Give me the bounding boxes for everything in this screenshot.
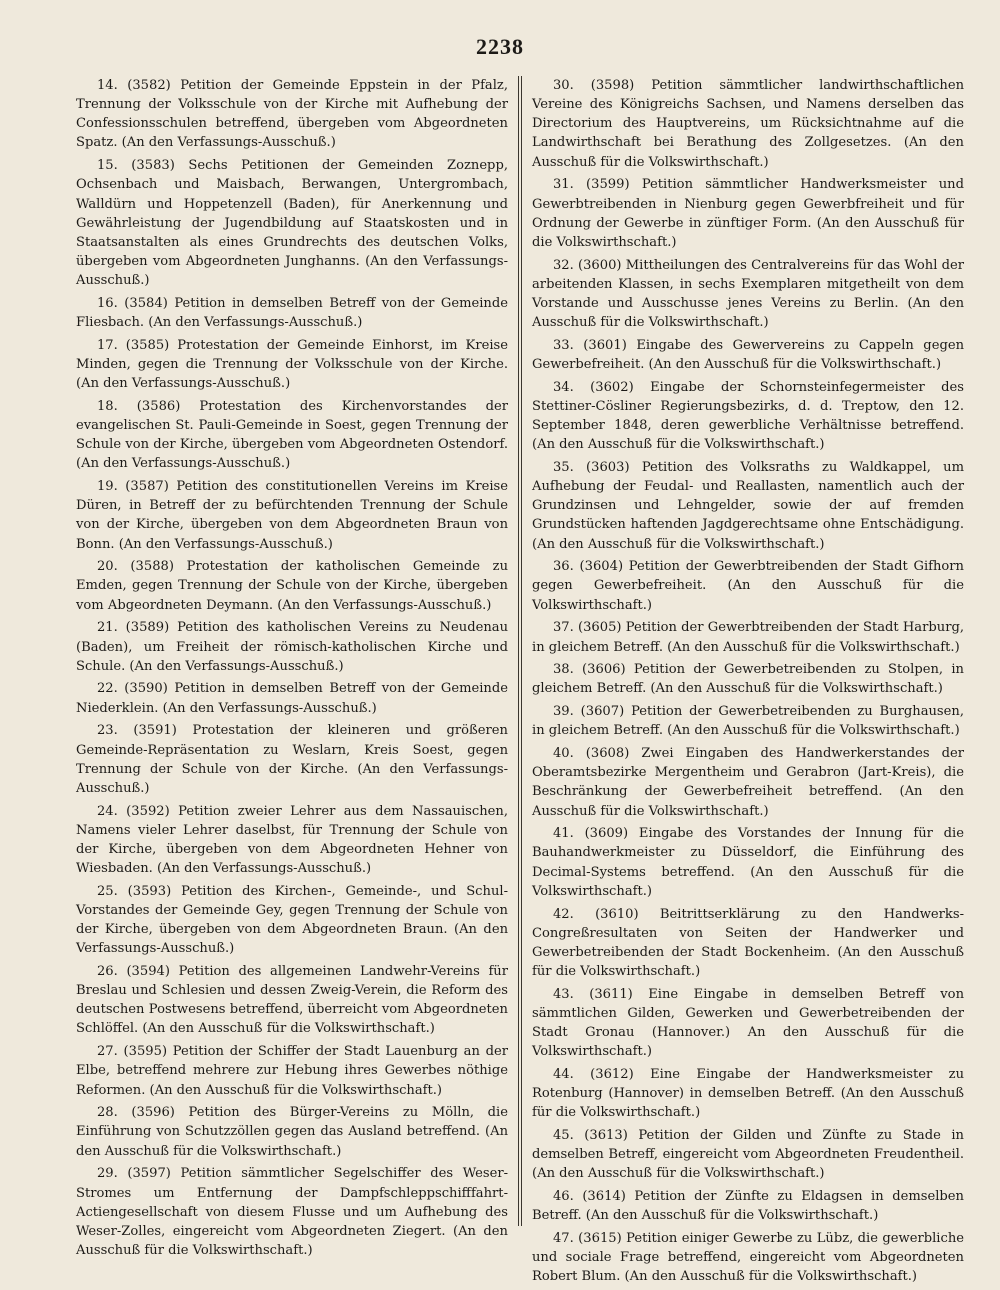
entry-text: Petition der Gilden und Zünfte zu Stade in demselben Betreff, eingereicht vom Abgeordneten Freudentheil. (An den Ausschuß für die Volkswirthschaft.) bbox=[532, 1128, 964, 1182]
entry-number: 14. (3582) bbox=[96, 78, 171, 93]
entry-number: 36. (3604) bbox=[552, 559, 624, 575]
petition-entry bbox=[532, 985, 964, 1062]
entry-number: 15. (3583) bbox=[96, 158, 175, 174]
entry-number: 23. (3591) bbox=[96, 723, 177, 739]
page-number: 2238 bbox=[476, 34, 524, 59]
entry-number: 26. (3594) bbox=[96, 964, 170, 979]
entry-number: 37. (3605) bbox=[552, 620, 622, 636]
entry-number: 28. (3596) bbox=[96, 1105, 175, 1121]
entry-number: 22. (3590) bbox=[96, 681, 168, 697]
petition-entry bbox=[532, 660, 964, 698]
petition-entry bbox=[76, 679, 508, 717]
right-column bbox=[532, 76, 964, 1290]
petition-entry bbox=[76, 1042, 508, 1099]
entry-text: Petition der Gewerbetreibenden zu Stolpen, in gleichem Betreff. (An den Ausschuß für die Volkswirthschaft.) bbox=[532, 662, 964, 697]
entry-text: Protestation der katholischen Gemeinde zu Emden, gegen Trennung der Schule von der Kirche, übergeben vom Abgeordneten Deymann. (An den Verfassungs-Ausschuß.) bbox=[76, 559, 509, 613]
entry-number: 30. (3598) bbox=[552, 78, 635, 93]
petition-entry bbox=[76, 1164, 508, 1260]
entry-text: Eingabe des Gewervereins zu Cappeln gegen Gewerbefreiheit. (An den Ausschuß für die Volkswirthschaft.) bbox=[532, 337, 965, 372]
entry-text: Petition der Zünfte zu Eldagsen in demselben Betreff. (An den Ausschuß für die Volkswirthschaft.) bbox=[532, 1189, 964, 1224]
petition-entry bbox=[76, 557, 508, 614]
entry-text: Eine Eingabe in demselben Betreff von sämmtlichen Gilden, Gewerken und Gewerbetreibenden der Stadt Gronau (Hannover.) An den Ausschuß für die Volkswirthschaft.) bbox=[532, 986, 965, 1060]
entry-number: 42. (3610) bbox=[552, 906, 639, 922]
entry-number: 27. (3595) bbox=[96, 1044, 168, 1060]
entry-number: 40. (3608) bbox=[552, 746, 630, 762]
entry-number: 33. (3601) bbox=[552, 337, 627, 353]
entry-number: 47. (3615) bbox=[552, 1231, 622, 1246]
petition-entry bbox=[76, 802, 508, 879]
entry-number: 16. (3584) bbox=[96, 295, 168, 311]
entry-text: Petition des Bürger-Vereins zu Mölln, die Einführung von Schutzzöllen gegen das Ausland betreffend. (An den Ausschuß für die Volkswirthschaft.) bbox=[76, 1105, 508, 1159]
entry-text: Petition des Kirchen-, Gemeinde-, und Schul-Vorstandes der Gemeinde Gey, gegen Trennung der Schule von der Kirche, übergeben von dem Abgeordneten Braun. (An den Verfassungs-Ausschuß.) bbox=[76, 883, 508, 957]
petition-entry bbox=[532, 824, 964, 901]
entry-text: Zwei Eingaben des Handwerkerstandes der Oberamtsbezirke Mergentheim und Gerabron (Jart-Kreis), die Beschränkung der Gewerbefreiheit betreffend. (An den Ausschuß für die Volkswirthschaft.) bbox=[532, 746, 964, 819]
petition-entry bbox=[532, 76, 964, 172]
entry-text: Petition der Gewerbtreibenden der Stadt Gifhorn gegen Gewerbefreiheit. (An den Ausschuß für die Volkswirthschaft.) bbox=[532, 559, 964, 613]
entry-number: 25. (3593) bbox=[96, 883, 172, 899]
entry-text: Petition des allgemeinen Landwehr-Vereins für Breslau und Schlesien und dessen Zweig-Verein, die Reform des deutschen Postwesens betreffend, überreicht vom Abgeordneten Schlöffel. (An den Ausschuß für die Volkswirthschaft.) bbox=[76, 964, 508, 1037]
petition-entry bbox=[532, 256, 964, 333]
petition-entry bbox=[76, 962, 508, 1039]
petition-entry bbox=[76, 76, 508, 153]
entry-number: 24. (3592) bbox=[96, 803, 170, 819]
entry-text: Petition des katholischen Vereins zu Neudenau (Baden), um Freiheit der römisch-katholischen Kirche und Schule. (An den Verfassungs-Ausschuß.) bbox=[76, 620, 508, 674]
petition-entry bbox=[532, 702, 964, 740]
petition-entry bbox=[76, 1103, 508, 1160]
entry-text: Petition der Gewerbetreibenden zu Burghausen, in gleichem Betreff. (An den Ausschuß für die Volkswirthschaft.) bbox=[532, 704, 964, 739]
entry-text: Eine Eingabe der Handwerksmeister zu Rotenburg (Hannover) in demselben Betreff. (An den Ausschuß für die Volkswirthschaft.) bbox=[532, 1066, 965, 1121]
entry-text: Petition des Volksraths zu Waldkappel, um Aufhebung der Feudal- und Reallasten, namentlich auch der Grundzinsen und Lehngelder, sowie der auf fremden Grundstücken haftenden Jagdgerechtsame ohne Entschädigung. (An den Ausschuß für die Volkswirthschaft.) bbox=[532, 459, 964, 552]
petition-entry bbox=[76, 721, 508, 798]
petition-entry bbox=[532, 458, 964, 554]
entry-text: Petition zweier Lehrer aus dem Nassauischen, Namens vieler Lehrer daselbst, für Trennung der Schule von der Kirche, übergeben von dem Abgeordneten Hehner von Wiesbaden. (An den Verfassungs-Ausschuß.) bbox=[76, 803, 509, 877]
petition-entry bbox=[532, 744, 964, 821]
entry-text: Petition in demselben Betreff von der Gemeinde Fliesbach. (An den Verfassungs-Ausschuß.) bbox=[76, 295, 508, 331]
petition-entry bbox=[76, 618, 508, 675]
entry-number: 41. (3609) bbox=[552, 826, 629, 842]
petition-entry bbox=[76, 156, 508, 290]
entry-number: 18. (3586) bbox=[96, 398, 181, 414]
entry-text: Sechs Petitionen der Gemeinden Zoznepp, Ochsenbach und Maisbach, Berwangen, Untergrombach, Walldürn und Hoppetenzell (Baden), für Anerkennung und Gewährleistung der Jugendbildung auf Staatskosten und in Staatsanstalten als eines Grundrechts des deutschen Volks, übergeben vom Abgeordneten Junghanns. (An den Verfassungs-Ausschuß.) bbox=[76, 158, 508, 289]
left-column bbox=[76, 76, 508, 1264]
petition-entry bbox=[76, 336, 508, 393]
entry-number: 39. (3607) bbox=[552, 704, 625, 720]
entry-number: 44. (3612) bbox=[552, 1066, 634, 1082]
entry-number: 43. (3611) bbox=[552, 986, 633, 1002]
petition-entry bbox=[76, 882, 508, 959]
entry-number: 21. (3589) bbox=[96, 620, 170, 636]
entry-number: 38. (3606) bbox=[552, 662, 626, 678]
column-divider bbox=[518, 76, 522, 1226]
entry-text: Protestation der Gemeinde Einhorst, im Kreise Minden, gegen die Trennung der Volksschule von der Kirche. (An den Verfassungs-Ausschuß.) bbox=[76, 337, 509, 392]
entry-text: Protestation der kleineren und größeren Gemeinde-Repräsentation zu Weslarn, Kreis Soest, gegen Trennung der Schule von der Kirche. (An den Verfassungs-Ausschuß.) bbox=[76, 723, 508, 796]
entry-text: Petition der Gemeinde Eppstein in der Pfalz, Trennung der Volksschule von der Kirche mit Aufhebung der Confessionsschulen betreffend, übergeben vom Abgeordneten Spatz. (An den Verfassungs-Ausschuß.) bbox=[76, 78, 508, 151]
entry-text: Mittheilungen des Centralvereins für das Wohl der arbeitenden Klassen, in sechs Exemplaren mitgetheilt von dem Vorstande und Ausschusse jenes Vereins zu Berlin. (An den Ausschuß für die Volkswirthschaft.) bbox=[532, 257, 964, 331]
petition-entry bbox=[532, 1065, 964, 1122]
entry-number: 46. (3614) bbox=[552, 1189, 626, 1205]
petition-entry bbox=[532, 1126, 964, 1183]
entry-text: Eingabe des Vorstandes der Innung für die Bauhandwerkmeister zu Düsseldorf, die Einführung des Decimal-Systems betreffend. (An den Ausschuß für die Volkswirthschaft.) bbox=[532, 826, 964, 899]
entry-number: 32. (3600) bbox=[552, 257, 622, 273]
entry-number: 19. (3587) bbox=[96, 479, 169, 495]
entry-text: Beitrittserklärung zu den Handwerks-Congreßresultaten von Seiten der Handwerker und Gewerbetreibenden der Stadt Bockenheim. (An den Ausschuß für die Volkswirthschaft.) bbox=[532, 906, 964, 979]
entry-text: Protestation des Kirchenvorstandes der evangelischen St. Pauli-Gemeinde in Soest, gegen Trennung der Schule von der Kirche, übergeben vom Abgeordneten Ostendorf. (An den Verfassungs-Ausschuß.) bbox=[76, 398, 508, 472]
petition-entry bbox=[532, 557, 964, 614]
entry-text: Petition in demselben Betreff von der Gemeinde Niederklein. (An den Verfassungs-Ausschuß.) bbox=[76, 681, 508, 716]
entry-text: Petition sämmtlicher Segelschiffer des Weser-Stromes um Entfernung der Dampfschleppschifffahrt-Actiengesellschaft von diesem Flusse und um Aufhebung des Weser-Zolles, eingereicht vom Abgeordneten Ziegert. (An den Ausschuß für die Volkswirthschaft.) bbox=[76, 1166, 508, 1258]
entry-text: Petition der Gewerbtreibenden der Stadt Harburg, in gleichem Betreff. (An den Ausschuß für die Volkswirthschaft.) bbox=[532, 620, 964, 655]
entry-number: 31. (3599) bbox=[552, 177, 630, 193]
entry-text: Petition der Schiffer der Stadt Lauenburg an der Elbe, betreffend mehrere zur Hebung ihres Gewerbes nöthige Reformen. (An den Ausschuß für die Volkswirthschaft.) bbox=[76, 1044, 509, 1098]
petition-entry bbox=[532, 378, 964, 455]
entry-number: 29. (3597) bbox=[96, 1166, 171, 1182]
entry-text: Petition des constitutionellen Vereins im Kreise Düren, in Betreff der zu befürchtenden Trennung der Schule von der Kirche, übergeben von dem Abgeordneten Braun von Bonn. (An den Verfassungs-Ausschuß.) bbox=[76, 479, 508, 552]
petition-entry bbox=[532, 336, 964, 374]
entry-number: 34. (3602) bbox=[552, 379, 634, 395]
entry-number: 17. (3585) bbox=[96, 337, 170, 353]
petition-entry bbox=[76, 397, 508, 474]
petition-entry bbox=[532, 1187, 964, 1225]
entry-number: 20. (3588) bbox=[96, 559, 174, 575]
petition-entry bbox=[76, 477, 508, 554]
petition-entry bbox=[532, 1229, 964, 1286]
petition-entry bbox=[532, 618, 964, 656]
entry-text: Petition einiger Gewerbe zu Lübz, die gewerbliche und sociale Frage betreffend, eingereicht vom Abgeordneten Robert Blum. (An den Ausschuß für die Volkswirthschaft.) bbox=[532, 1231, 965, 1285]
entry-text: Petition sämmtlicher landwirthschaftlichen Vereine des Königreichs Sachsen, und Namens derselben das Directorium des Hauptvereins, um Rücksichtnahme auf die Landwirthschaft bei Berathung des Zollgesetzes. (An den Ausschuß für die Volkswirthschaft.) bbox=[532, 78, 964, 170]
entry-number: 45. (3613) bbox=[552, 1128, 628, 1144]
petition-entry bbox=[532, 175, 964, 252]
petition-entry bbox=[532, 905, 964, 982]
entry-text: Petition sämmtlicher Handwerksmeister und Gewerbtreibenden in Nienburg gegen Gewerbfreiheit und für Ordnung der Gewerbe in zünftiger Form. (An den Ausschuß für die Volkswirthschaft.) bbox=[532, 177, 964, 250]
petition-entry bbox=[76, 294, 508, 332]
entry-number: 35. (3603) bbox=[552, 459, 630, 475]
entry-text: Eingabe der Schornsteinfegermeister des Stettiner-Cösliner Regierungsbezirks, d. d. Treptow, den 12. September 1848, deren gewerbliche Verhältnisse betreffend. (An den Ausschuß für die Volkswirthschaft.) bbox=[532, 379, 964, 453]
